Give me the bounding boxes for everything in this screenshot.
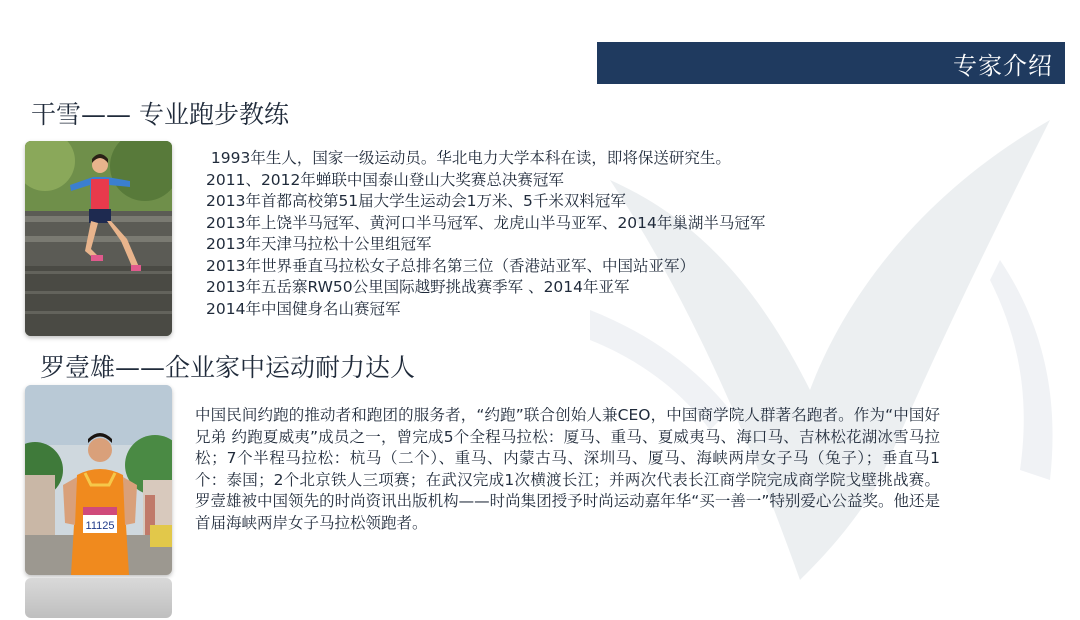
runner-photo-1: [25, 141, 172, 336]
person2-name: 罗壹雄——企业家中运动耐力达人: [40, 353, 416, 382]
bio-line: 1993年生人，国家一级运动员。华北电力大学本科在读，即将保送研究生。: [206, 149, 731, 167]
bio-line: 2013年首都高校第51届大学生运动会1万米、5千米双料冠军: [206, 192, 626, 210]
bio-line: 2013年上饶半马冠军、黄河口半马冠军、龙虎山半马亚军、2014年巢湖半马冠军: [206, 213, 766, 232]
bio-line: 2014年中国健身名山赛冠军: [206, 299, 401, 318]
person1-name: 干雪—— 专业跑步教练: [31, 100, 289, 129]
section-header-title: 专家介绍: [953, 51, 1053, 80]
watermark-decoration: [580, 60, 1080, 620]
bio-line: 2013年天津马拉松十公里组冠军: [206, 235, 432, 253]
person1-photo: [25, 141, 172, 336]
bio-line: 2013年五岳寨RW50公里国际越野挑战赛季军 、2014年亚军: [206, 278, 630, 296]
bio-line: 2011、2012年蝉联中国泰山登山大奖赛总决赛冠军: [206, 170, 564, 189]
section-header-bar: [597, 42, 1065, 84]
bib-number: 11125: [85, 520, 115, 532]
person1-bio-list: [206, 148, 765, 320]
person2-bio: 中国民间约跑的推动者和跑团的服务者，“约跑”联合创始人兼CEO，中国商学院人群著名跑者。作为“中国好兄弟 约跑夏威夷”成员之一，曾完成5个全程马拉松：厦马、重马、夏威夷马、海口马、吉林松花湖冰雪马拉松；7个半程马拉松：杭马（二个）、重马、内蒙古马、深圳马、厦马、海峡两岸女子马（兔子）；垂直马1个：泰国；2个北京铁人三项赛；在武汉完成1次横渡长江；并两次代表长江商学院完成商学院戈壁挑战赛。罗壹雄被中国领先的时尚资讯出版机构——时尚集团授予时尚运动嘉年华“买一善一”特别爱心公益奖。他还是首届海峡两岸女子马拉松领跑者。: [195, 406, 940, 532]
runner-photo-2: [25, 385, 172, 575]
person2-photo: [25, 385, 172, 575]
photo-placeholder-card: [25, 578, 172, 618]
bio-line: 2013年世界垂直马拉松女子总排名第三位（香港站亚军、中国站亚军）: [206, 256, 695, 275]
